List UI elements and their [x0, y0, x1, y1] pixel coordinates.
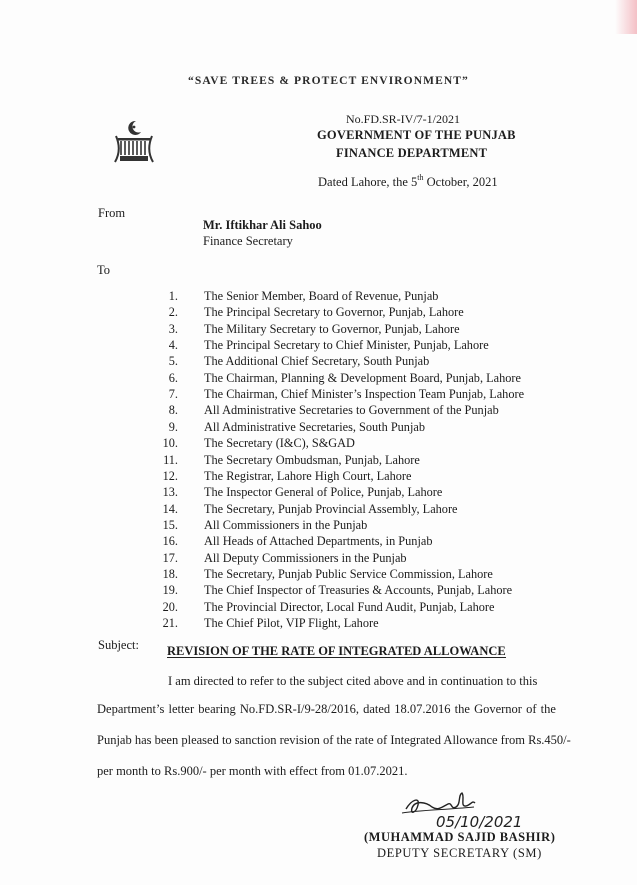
department-heading: FINANCE DEPARTMENT [336, 146, 488, 160]
from-label: From [98, 206, 126, 220]
recipient-item: The Chairman, Chief Minister’s Inspection Team Punjab, Lahore [204, 387, 525, 402]
recipient-number: 14. [162, 501, 178, 516]
recipient-item: The Chief Pilot, VIP Flight, Lahore [204, 616, 379, 630]
recipient-item: The Additional Chief Secretary, South Punjab [204, 354, 430, 369]
sender-name: Mr. Iftikhar Ali Sahoo [203, 218, 322, 232]
scan-edge-mark [615, 0, 637, 34]
punjab-government-emblem [114, 118, 154, 164]
recipient-item: The Provincial Director, Local Fund Audit, Punjab, Lahore [204, 599, 495, 614]
recipient-number: 10. [162, 436, 178, 451]
recipient-number: 6. [168, 370, 178, 385]
to-label: To [97, 263, 111, 277]
recipient-item: The Secretary (I&C), S&GAD [204, 436, 355, 451]
recipient-number: 12. [162, 468, 178, 483]
recipient-item: All Deputy Commissioners in the Punjab [204, 550, 407, 565]
recipient-item: All Heads of Attached Departments, in Punjab [204, 534, 433, 549]
recipient-item: The Registrar, Lahore High Court, Lahore [204, 468, 412, 483]
recipient-item: All Administrative Secretaries, South Punjab [204, 419, 425, 434]
recipient-number: 4. [168, 338, 178, 353]
recipient-item: The Principal Secretary to Governor, Punjab, Lahore [204, 305, 464, 320]
recipient-number: 13. [162, 485, 178, 500]
recipient-item: The Secretary, Punjab Provincial Assembly, Lahore [204, 501, 458, 516]
recipient-item: The Military Secretary to Governor, Punjab, Lahore [204, 321, 460, 336]
body-line-1: I am directed to refer to the subject cited above and in continuation to this [168, 674, 538, 688]
recipient-number: 19. [162, 583, 178, 598]
recipient-number: 16. [162, 534, 178, 549]
body-line-3: Punjab has been pleased to sanction revision of the rate of Integrated Allowance from Rs.450/- [97, 733, 571, 747]
recipient-item: The Secretary Ombudsman, Punjab, Lahore [204, 452, 420, 467]
recipient-item: The Principal Secretary to Chief Minister, Punjab, Lahore [204, 338, 489, 353]
handwritten-date: 05/10/2021 [436, 813, 523, 831]
recipient-item: The Inspector General of Police, Punjab, Lahore [204, 485, 443, 500]
recipient-number: 11. [163, 452, 178, 467]
recipient-number: 8. [168, 403, 178, 418]
sender-designation: Finance Secretary [203, 234, 293, 248]
recipient-item: The Senior Member, Board of Revenue, Punjab [204, 289, 439, 303]
motto: “SAVE TREES & PROTECT ENVIRONMENT” [188, 75, 469, 87]
signatory-name: (MUHAMMAD SAJID BASHIR) [364, 830, 556, 844]
recipient-item: The Chairman, Planning & Development Board, Punjab, Lahore [204, 370, 521, 385]
recipient-number: 2. [168, 305, 178, 320]
government-heading: GOVERNMENT OF THE PUNJAB [317, 128, 516, 142]
reference-number: No.FD.SR-IV/7-1/2021 [346, 112, 461, 126]
body-line-4: per month to Rs.900/- per month with effect from 01.07.2021. [97, 764, 408, 778]
recipient-number: 17. [162, 550, 178, 565]
signatory-designation: DEPUTY SECRETARY (SM) [377, 846, 542, 860]
recipient-item: The Chief Inspector of Treasuries & Accounts, Punjab, Lahore [204, 583, 513, 598]
recipient-number: 21. [162, 616, 178, 630]
recipient-number: 7. [168, 387, 178, 402]
subject-label: Subject: [98, 638, 139, 652]
recipient-number: 1. [168, 289, 178, 303]
recipient-number: 18. [162, 566, 178, 581]
recipient-number: 5. [168, 354, 178, 369]
subject-title: REVISION OF THE RATE OF INTEGRATED ALLOWANCE [167, 644, 506, 658]
recipient-item: The Secretary, Punjab Public Service Commission, Lahore [204, 566, 493, 581]
dated-line: Dated Lahore, the 5th October, 2021 [318, 173, 498, 189]
recipient-item: All Administrative Secretaries to Government of the Punjab [204, 403, 499, 418]
recipient-number: 15. [162, 517, 178, 532]
recipient-number: 3. [168, 321, 178, 336]
body-line-2: Department’s letter bearing No.FD.SR-I/9-28/2016, dated 18.07.2016 the Governor of the [97, 702, 556, 716]
recipient-number: 9. [168, 419, 178, 434]
recipient-number: 20. [162, 599, 178, 614]
recipient-item: All Commissioners in the Punjab [204, 517, 368, 532]
